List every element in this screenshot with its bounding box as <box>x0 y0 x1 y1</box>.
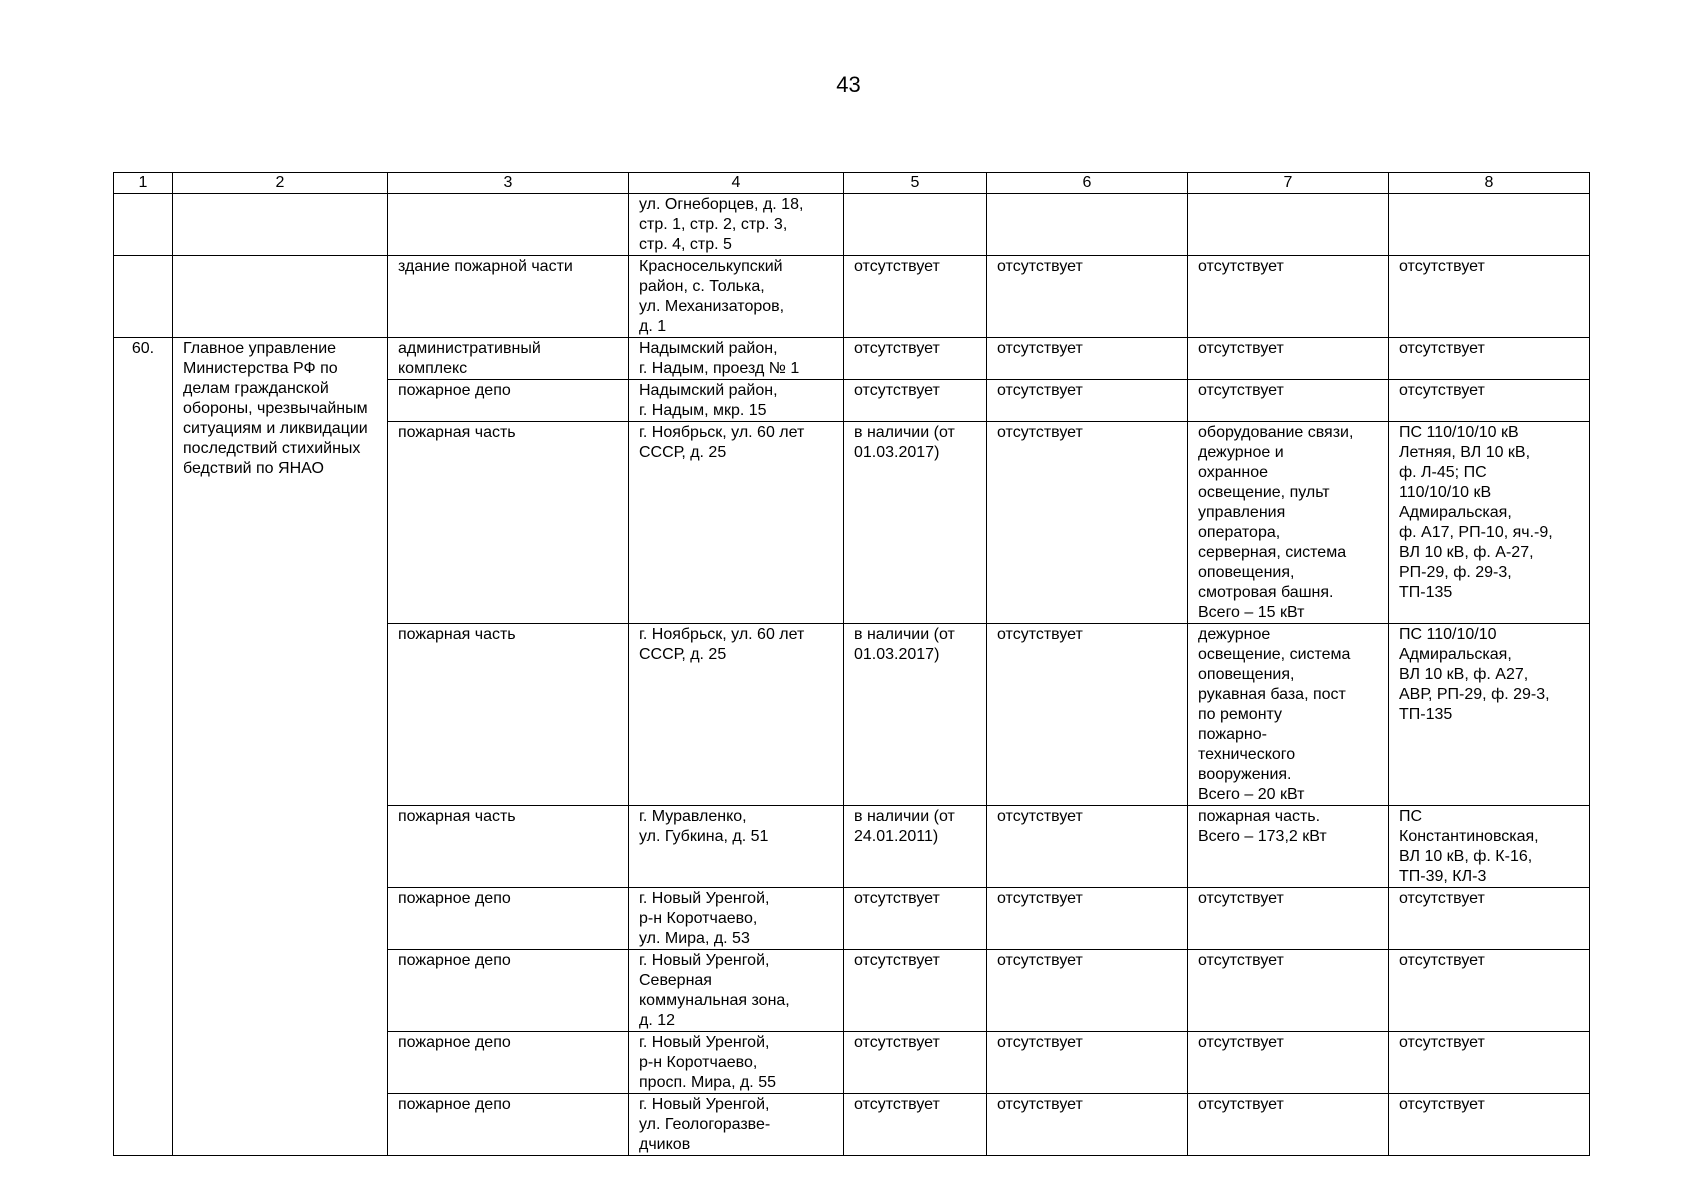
cell-col5 <box>844 194 987 256</box>
cell-col6: отсутствует <box>987 1094 1188 1156</box>
cell-col7: отсутствует <box>1188 380 1389 422</box>
cell-col8: отсутствует <box>1389 888 1590 950</box>
cell-col7: оборудование связи, дежурное и охранное освещение, пульт управления оператора, серверная, система оповещения, смотровая башня. Всего – 15 кВт <box>1188 422 1389 624</box>
cell-col5: отсутствует <box>844 888 987 950</box>
cell-address: г. Новый Уренгой, р-н Коротчаево, ул. Мира, д. 53 <box>629 888 844 950</box>
header-col-8: 8 <box>1389 173 1590 194</box>
cell-col6: отсутствует <box>987 1032 1188 1094</box>
cell-col6: отсутствует <box>987 950 1188 1032</box>
cell-col8: ПС Константиновская, ВЛ 10 кВ, ф. К-16, ТП-39, КЛ-3 <box>1389 806 1590 888</box>
cell-object: пожарное депо <box>388 950 629 1032</box>
header-col-6: 6 <box>987 173 1188 194</box>
cell-address: г. Новый Уренгой, р-н Коротчаево, просп. Мира, д. 55 <box>629 1032 844 1094</box>
cell-address: г. Новый Уренгой, Северная коммунальная зона, д. 12 <box>629 950 844 1032</box>
cell-col8: ПС 110/10/10 Адмиральская, ВЛ 10 кВ, ф. А27, АВР, РП-29, ф. 29-3, ТП-135 <box>1389 624 1590 806</box>
cell-object <box>388 194 629 256</box>
cell-col8: отсутствует <box>1389 380 1590 422</box>
cell-col5: отсутствует <box>844 256 987 338</box>
cell-col5: отсутствует <box>844 380 987 422</box>
cell-col7: отсутствует <box>1188 1094 1389 1156</box>
cell-col7: отсутствует <box>1188 888 1389 950</box>
cell-col5: отсутствует <box>844 1032 987 1094</box>
cell-address: ул. Огнеборцев, д. 18, стр. 1, стр. 2, стр. 3, стр. 4, стр. 5 <box>629 194 844 256</box>
cell-col7: отсутствует <box>1188 950 1389 1032</box>
header-col-3: 3 <box>388 173 629 194</box>
cell-object: пожарное депо <box>388 888 629 950</box>
cell-col7 <box>1188 194 1389 256</box>
table-row <box>114 256 1590 338</box>
cell-col7: отсутствует <box>1188 338 1389 380</box>
cell-col6: отсутствует <box>987 256 1188 338</box>
cell-object: пожарное депо <box>388 380 629 422</box>
cell-col6: отсутствует <box>987 380 1188 422</box>
cell-organization <box>173 194 388 256</box>
cell-col8: отсутствует <box>1389 1094 1590 1156</box>
cell-object: пожарное депо <box>388 1032 629 1094</box>
cell-address: Надымский район, г. Надым, проезд № 1 <box>629 338 844 380</box>
cell-col6: отсутствует <box>987 338 1188 380</box>
cell-col8: отсутствует <box>1389 1032 1590 1094</box>
cell-col8: отсутствует <box>1389 950 1590 1032</box>
cell-col7: дежурное освещение, система оповещения, рукавная база, пост по ремонту пожарно- технического вооружения. Всего – 20 кВт <box>1188 624 1389 806</box>
cell-col5: отсутствует <box>844 1094 987 1156</box>
cell-col7: отсутствует <box>1188 256 1389 338</box>
cell-col5: отсутствует <box>844 338 987 380</box>
cell-col6: отсутствует <box>987 888 1188 950</box>
cell-col6 <box>987 194 1188 256</box>
cell-address: г. Ноябрьск, ул. 60 лет СССР, д. 25 <box>629 624 844 806</box>
cell-object: пожарная часть <box>388 806 629 888</box>
cell-address: г. Ноябрьск, ул. 60 лет СССР, д. 25 <box>629 422 844 624</box>
cell-object: пожарная часть <box>388 422 629 624</box>
cell-object: пожарное депо <box>388 1094 629 1156</box>
table-row <box>114 194 1590 256</box>
header-col-2: 2 <box>173 173 388 194</box>
cell-address: г. Муравленко, ул. Губкина, д. 51 <box>629 806 844 888</box>
header-col-4: 4 <box>629 173 844 194</box>
header-col-1: 1 <box>114 173 173 194</box>
cell-col7: отсутствует <box>1188 1032 1389 1094</box>
cell-col8: ПС 110/10/10 кВ Летняя, ВЛ 10 кВ, ф. Л-45; ПС 110/10/10 кВ Адмиральская, ф. А17, РП-10, яч.-9, ВЛ 10 кВ, ф. А-27, РП-29, ф. 29-3, ТП-135 <box>1389 422 1590 624</box>
cell-object: административный комплекс <box>388 338 629 380</box>
cell-organization <box>173 256 388 338</box>
page-number: 43 <box>836 72 861 97</box>
cell-col8: отсутствует <box>1389 256 1590 338</box>
data-table <box>113 172 1590 1156</box>
table-row <box>114 338 1590 380</box>
cell-col6: отсутствует <box>987 806 1188 888</box>
cell-col8 <box>1389 194 1590 256</box>
cell-col5: в наличии (от 01.03.2017) <box>844 422 987 624</box>
group-organization: Главное управление Министерства РФ по делам гражданской обороны, чрезвычайным ситуациям и ликвидации последствий стихийных бедствий по ЯНАО <box>173 338 388 1156</box>
cell-address: Надымский район, г. Надым, мкр. 15 <box>629 380 844 422</box>
cell-number <box>114 256 173 338</box>
cell-col5: в наличии (от 24.01.2011) <box>844 806 987 888</box>
header-col-5: 5 <box>844 173 987 194</box>
cell-number <box>114 194 173 256</box>
cell-col5: отсутствует <box>844 950 987 1032</box>
cell-col7: пожарная часть. Всего – 173,2 кВт <box>1188 806 1389 888</box>
cell-col6: отсутствует <box>987 422 1188 624</box>
header-row <box>114 173 1590 194</box>
cell-address: Красноселькупский район, с. Толька, ул. Механизаторов, д. 1 <box>629 256 844 338</box>
cell-col8: отсутствует <box>1389 338 1590 380</box>
group-number: 60. <box>114 338 173 1156</box>
cell-object: здание пожарной части <box>388 256 629 338</box>
cell-col6: отсутствует <box>987 624 1188 806</box>
cell-col5: в наличии (от 01.03.2017) <box>844 624 987 806</box>
cell-object: пожарная часть <box>388 624 629 806</box>
header-col-7: 7 <box>1188 173 1389 194</box>
cell-address: г. Новый Уренгой, ул. Геологоразве- дчиков <box>629 1094 844 1156</box>
